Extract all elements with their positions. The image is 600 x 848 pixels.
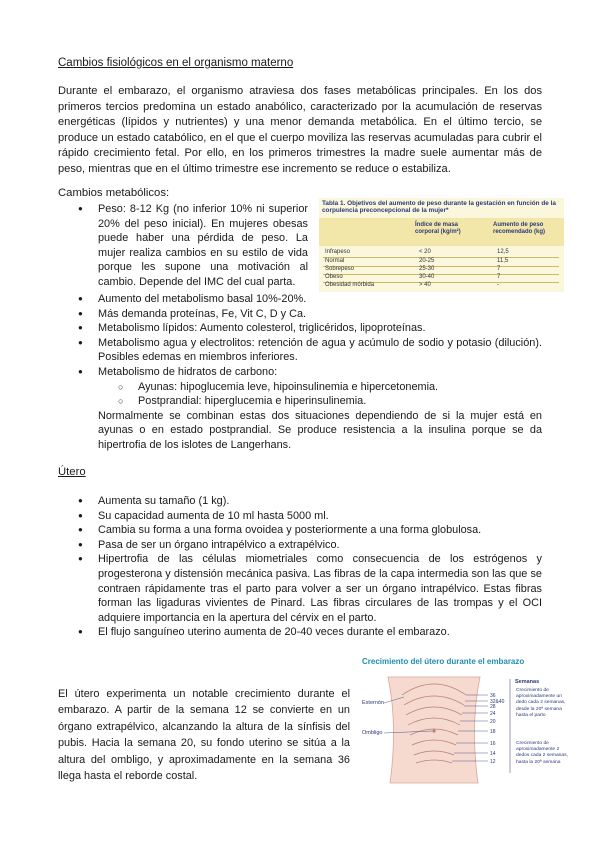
week-label: 36 [490, 693, 496, 699]
figure-title: Crecimiento del útero durante el embarazo [362, 657, 525, 666]
metabolic-heading: Cambios metabólicos: [58, 187, 170, 199]
intro-text: Durante el embarazo, el organismo atraviesa dos fases metabólicas principales. En los dos primeros tercios predomina un estado anabólico, caracterizado por la acumulación de reservas energéticas (lípidos y nutrientes) y una menor demanda metabólica. En el último tercio, se produce un estado catabólico, en el que el cuerpo moviliza las reservas acumuladas para cubrir el rápido crecimiento fetal. Por ello, en los primeros trimestres la madre suele aumentar más de peso, mientras que en el último trimestre ese incremento se reduce o estabiliza. [58, 85, 542, 175]
weeks-title: Semanas [515, 679, 540, 685]
list-item: ● El flujo sanguíneo uterino aumenta de 20-40 veces durante el embarazo. [78, 625, 542, 640]
row-imc: < 20 [419, 249, 431, 255]
uterus-list [78, 494, 542, 640]
row-label: Obesidad mórbida [325, 282, 375, 288]
weight-bullet [78, 202, 308, 290]
list-item: ● Aumenta su tamaño (1 kg). [78, 494, 542, 509]
intro-paragraph [58, 84, 542, 178]
week-label: 20 [490, 719, 496, 725]
table-header [319, 218, 564, 246]
row-gain: - [497, 282, 499, 288]
row-gain: 12,5 [497, 249, 509, 255]
row-imc: > 40 [419, 282, 431, 288]
week-label: 24 [490, 711, 496, 717]
row-imc: 25-30 [419, 266, 435, 272]
metabolic-list [78, 292, 542, 453]
weight-gain-table [319, 198, 564, 292]
growth-note-1: Crecimiento de aproximadamente un dedo cada 2 semanas, desde la 20ª semana hasta el parto [516, 688, 566, 718]
row-gain: 7 [497, 266, 501, 272]
table-row [319, 281, 564, 290]
list-item: ● Hipertrofia de las células miometriales como consecuencia de los estrógenos y progesterona y distensión mecánica pasiva. Las fibras de la capa intermedia son las que se contraen rápidamente tras el parto para volver a ser un órgano intrapélvico. Estas fibras forman las ligaduras vivientes de Pinard. Las fibras circulares de las trompas y el OCI adquiere importancia en la apertura del cérvix en el parto. [78, 552, 542, 625]
section-title: Cambios fisiológicos en el organismo materno [58, 57, 294, 69]
sub-item: ○ Ayunas: hipoglucemia leve, hipoinsulinemia e hipercetonemia. [118, 380, 542, 395]
list-item: ● Pasa de ser un órgano intrapélvico a extrapélvico. [78, 538, 542, 553]
label-sternum: Esternón [362, 700, 385, 706]
list-item: ● Aumento del metabolismo basal 10%-20%. [78, 292, 542, 307]
table-col-imc: Índice de masa corporal (kg/m²) [415, 222, 461, 235]
table-col-gain: Aumento de peso recomendado (kg) [493, 222, 546, 235]
list-item: ● Metabolismo lípidos: Aumento colesterol, triglicéridos, lipoproteínas. [78, 321, 542, 336]
weight-item: ● Peso: 8-12 Kg (no inferior 10% ni superior 20% del peso inicial). En mujeres obesas puede haber una pérdida de peso. La mujer realiza cambios en su estilo de vida porque les supone una motivación al cambio. Depende del IMC del cual parta. [78, 202, 308, 290]
label-navel: Ombligo [362, 730, 383, 736]
navel-mark [432, 729, 435, 732]
metabolic-note: Normalmente se combinan estas dos situaciones dependiendo de si la mujer está en ayunas o en estado postprandial. Se produce resistencia a la insulina porque se da hipertrofia de los islotes de Langerhans. [98, 409, 542, 451]
sub-item: ○ Postprandial: hiperglucemia e hiperinsulinemia. [118, 394, 542, 409]
uterus-paragraph: El útero experimenta un notable crecimiento durante el embarazo. A partir de la semana 12 se convierte en un órgano extrapélvico, alcanzando la altura de la sínfisis del pubis. Hacia la semana 20, su fondo uterino se sitúa a la altura del ombligo, y aproximadamente en la semana 36 llega hasta el reborde costal. [58, 688, 350, 783]
row-label: Infrapeso [325, 249, 351, 255]
carb-sublist [78, 380, 542, 409]
week-label: 16 [490, 741, 496, 747]
table-caption: Tabla 1. Objetivos del aumento de peso durante la gestación en función de la corpulencia preconcepcional de la mujer* [322, 200, 556, 215]
uterus-heading: Útero [58, 466, 86, 478]
row-imc: 20-25 [419, 258, 435, 264]
week-label: 18 [490, 729, 496, 735]
row-label: Sobrepeso [325, 266, 355, 272]
table-row [319, 248, 564, 257]
list-item: ● Su capacidad aumenta de 10 ml hasta 5000 ml. [78, 509, 542, 524]
list-item: ● Más demanda proteínas, Fe, Vit C, D y Ca. [78, 307, 542, 322]
week-label: 28 [490, 704, 496, 710]
week-label: 32&40 [490, 699, 505, 705]
week-label: 14 [490, 751, 496, 757]
row-label: Obeso [325, 274, 343, 280]
row-label: Normal [325, 258, 345, 264]
list-item: ● Metabolismo de hidratos de carbono: [78, 365, 542, 380]
growth-note-2: Crecimiento de aproximadamente 2 dedos cada 2 semanas, hasta la 20ª semana [516, 741, 568, 765]
list-item: ● Metabolismo agua y electrolitos: retención de agua y acúmulo de sodio y potasio (dilución). Posibles edemas en miembros inferiores. [78, 336, 542, 365]
list-item: ● Cambia su forma a una forma ovoidea y posteriormente a una forma globulosa. [78, 523, 542, 538]
row-imc: 30-40 [419, 274, 435, 280]
row-gain: 7 [497, 274, 501, 280]
uterus-growth-figure [360, 655, 570, 785]
week-label: 12 [490, 759, 496, 765]
row-gain: 11,5 [497, 258, 509, 264]
